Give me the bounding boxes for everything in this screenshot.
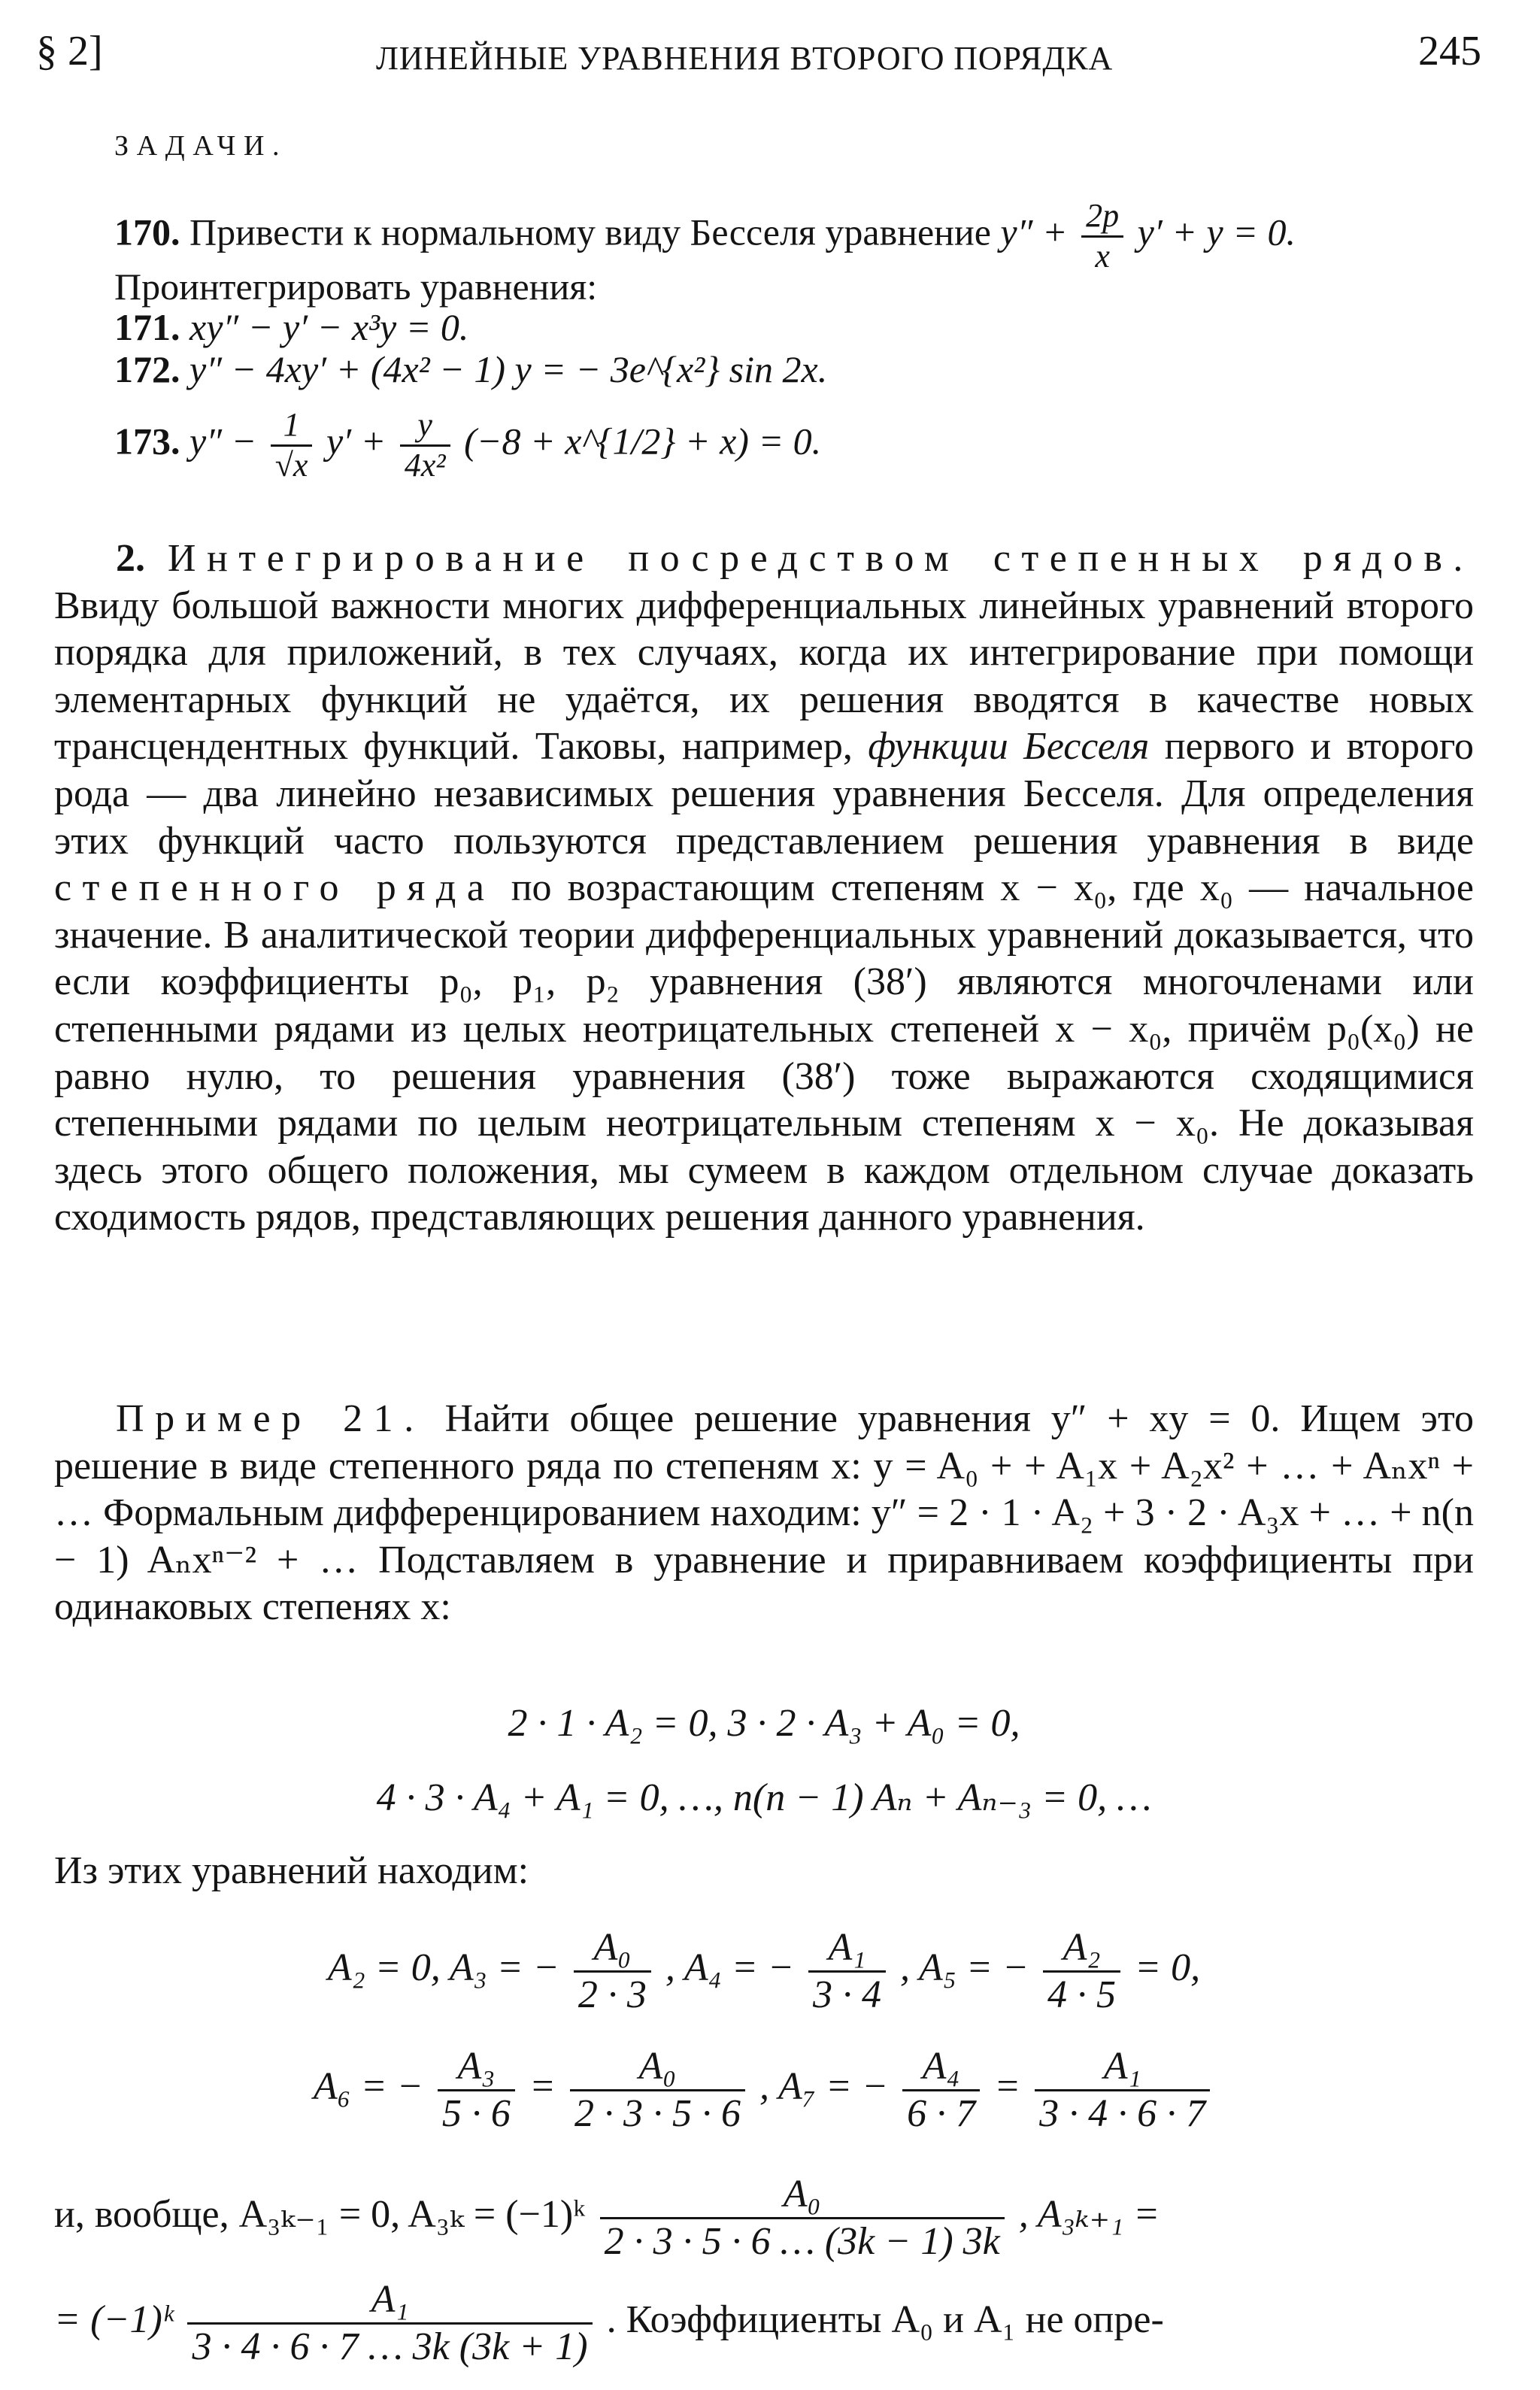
frac-den: 3 · 4 · 6 · 7 xyxy=(1039,2091,1206,2135)
example-21 xyxy=(54,1396,1474,1631)
frac-num: A₄ xyxy=(902,2044,980,2091)
math-text: , A₃ₖ₊₁ = xyxy=(1018,2193,1160,2237)
frac-den: 2 · 3 xyxy=(578,1973,647,2016)
frac-num: A₂ xyxy=(1043,1925,1120,1973)
problem-number: 173. xyxy=(114,420,180,463)
frac-num: A₁ xyxy=(187,2277,592,2325)
frac-den: 4 · 5 xyxy=(1047,1973,1117,2016)
fraction xyxy=(1043,1925,1120,2018)
fraction xyxy=(438,2044,515,2137)
result-line-1 xyxy=(54,1925,1474,2018)
frac-den: √x xyxy=(274,446,308,484)
frac-den: 5 · 6 xyxy=(441,2091,511,2135)
equation-line-1: 2 · 1 · A₂ = 0, 3 · 2 · A₃ + A₀ = 0, xyxy=(508,1702,1020,1745)
fraction xyxy=(600,2172,1005,2264)
problems-heading: ЗАДАЧИ. xyxy=(114,130,288,162)
integrate-instruction: Проинтегрировать уравнения: xyxy=(114,265,598,308)
formula-part: y′ + xyxy=(326,420,387,463)
spaced-term: степенного ряда xyxy=(54,866,496,910)
equation-line-2: 4 · 3 · A₄ + A₁ = 0, …, n(n − 1) Aₙ + Aₙ₋₃ = 0, … xyxy=(376,1776,1152,1819)
frac-den: 2 · 3 · 5 · 6 … (3k − 1) 3k xyxy=(604,2219,1000,2263)
math-text: , A₇ = − xyxy=(759,2065,889,2109)
from-equations-text: Из этих уравнений находим: xyxy=(54,1849,529,1892)
math-text: , A₅ = − xyxy=(899,1946,1029,1990)
frac-num: A₀ xyxy=(600,2172,1005,2219)
section-number: 2. xyxy=(116,537,145,580)
result-line-2 xyxy=(54,2044,1474,2137)
math-text: = xyxy=(529,2065,556,2109)
general-line-2 xyxy=(54,2277,1474,2370)
fraction xyxy=(570,2044,745,2137)
frac-num: y xyxy=(400,406,450,447)
paragraph-text: первого и второго рода — два линейно независимых решения уравнения Бесселя. Для определения этих функций часто пользуются представлением решения уравнения в виде xyxy=(54,725,1475,863)
fraction xyxy=(187,2277,592,2370)
formula-part: (−8 + x^{1/2} + x) = 0. xyxy=(464,420,822,463)
frac-den: 4x² xyxy=(404,446,446,484)
problem-text: Привести к нормальному виду Бесселя уравнение xyxy=(189,211,991,253)
problem-173 xyxy=(114,406,821,484)
math-text: = xyxy=(994,2065,1021,2109)
frac-num: A₀ xyxy=(574,1925,651,1973)
problem-171 xyxy=(114,305,468,349)
formula-part: y″ + xyxy=(1000,211,1068,253)
formula-part: y′ + y = 0. xyxy=(1137,211,1296,253)
general-line-1 xyxy=(54,2172,1474,2264)
problem-number: 171. xyxy=(114,306,180,348)
paragraph-text: по возрастающим степеням x − x₀, где x₀ — начальное значение. В аналитической теории дифференциальных уравнений доказывается, что если коэффициенты p₀, p₁, p₂ уравнения (38′) являются многочленами или степенными рядами из целых неотрицательных степеней x − x₀, причём p₀(x₀) не равно нулю, то решения уравнения (38′) тоже выражаются сходящимися степенными рядами по целым неотрицательным степеням x − x₀. Не доказывая здесь этого общего положения, мы сумеем в каждом отдельном случае доказать сходимость рядов, представляющих решения данного уравнения. xyxy=(54,866,1474,1239)
frac-den: 3 · 4 xyxy=(812,1973,881,2016)
math-text: и, вообще, A₃ₖ₋₁ = 0, A₃ₖ = (−1)ᵏ xyxy=(54,2193,586,2237)
problem-number: 170. xyxy=(114,211,180,253)
frac-num: A₁ xyxy=(808,1925,886,1973)
formula: y″ − 4xy′ + (4x² − 1) y = − 3e^{x²} sin 2x. xyxy=(189,348,828,390)
problem-172 xyxy=(114,347,827,391)
formula-part: y″ − xyxy=(189,420,257,463)
fraction xyxy=(1081,197,1123,275)
problem-170 xyxy=(114,197,1296,275)
section-ref: § 2] xyxy=(36,28,103,74)
fraction xyxy=(1035,2044,1210,2137)
math-text: = (−1)ᵏ xyxy=(54,2298,174,2342)
frac-den: 6 · 7 xyxy=(907,2091,976,2135)
frac-num: 1 xyxy=(271,406,313,447)
section-2 xyxy=(54,535,1474,1242)
frac-den: 2 · 3 · 5 · 6 xyxy=(574,2091,741,2135)
frac-num: A₁ xyxy=(1035,2044,1210,2091)
fraction xyxy=(400,406,450,484)
example-text: Найти общее решение уравнения y″ + xy = 0. Ищем это решение в виде степенного ряда по степеням x: y = A₀ + + A₁x + A₂x² + … + Aₙxⁿ + … Формальным дифференцированием находим: y″ = 2 · 1 · A₂ + 3 · 2 · A₃x + … + n(n − 1) Aₙxⁿ⁻² + … Подставляем в уравнение и приравниваем коэффициенты при одинаковых степенях x: xyxy=(54,1397,1475,1629)
frac-num: 2p xyxy=(1081,197,1123,238)
math-text: A₂ = 0, A₃ = − xyxy=(327,1946,559,1990)
fraction xyxy=(808,1925,886,2018)
formula: xy″ − y′ − x³y = 0. xyxy=(189,306,469,348)
math-text: = 0, xyxy=(1135,1946,1201,1990)
math-text: , A₄ = − xyxy=(665,1946,794,1990)
fraction xyxy=(574,1925,651,2018)
math-text: A₆ = − xyxy=(313,2065,423,2109)
problem-number: 172. xyxy=(114,348,180,390)
running-title: ЛИНЕЙНЫЕ УРАВНЕНИЯ ВТОРОГО ПОРЯДКА xyxy=(376,40,1114,77)
frac-num: A₃ xyxy=(438,2044,515,2091)
page-number: 245 xyxy=(1418,28,1481,74)
section-title: Интегрирование посредством степенных рядов. xyxy=(167,537,1474,580)
math-text: . Коэффициенты A₀ и A₁ не опре- xyxy=(606,2298,1164,2342)
paragraph-text: Ввиду большой важности многих дифференциальных линейных уравнений второго порядка для приложений, в тех случаях, когда их интегрирование при помощи элементарных функций не удаётся, их решения вводятся в качестве новых трансцендентных функций. Таковы, например, xyxy=(54,584,1474,769)
italic-term: функции Бесселя xyxy=(868,725,1150,769)
fraction xyxy=(902,2044,980,2137)
example-label: Пример 21. xyxy=(116,1397,425,1440)
fraction xyxy=(271,406,313,484)
frac-num: A₀ xyxy=(570,2044,745,2091)
frac-den: 3 · 4 · 6 · 7 … 3k (3k + 1) xyxy=(192,2325,588,2368)
frac-den: x xyxy=(1095,237,1110,274)
